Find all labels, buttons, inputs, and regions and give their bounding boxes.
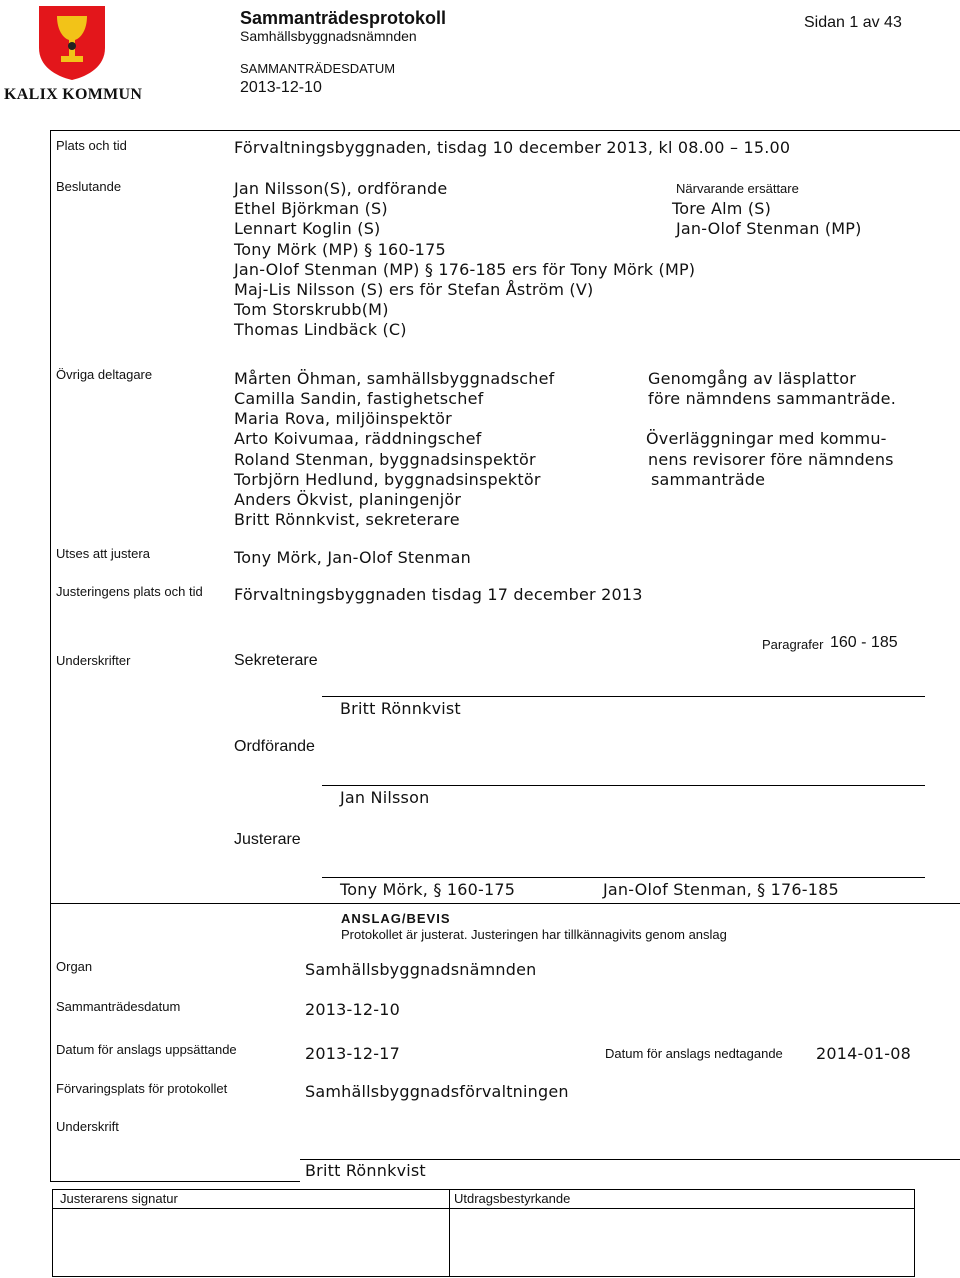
underskrift-label: Underskrift [56, 1119, 119, 1134]
plats-value: Förvaltningsbyggnaden, tisdag 10 december 2013, kl 08.00 – 15.00 [234, 138, 791, 157]
footer-header-line [52, 1208, 914, 1209]
sekreterare-name: Britt Rönnkvist [340, 699, 461, 718]
participant-note: Genomgång av läsplattor [648, 369, 856, 388]
document-title: Sammanträdesprotokoll [240, 8, 447, 28]
uppsattande-value: 2013-12-17 [305, 1044, 400, 1063]
logo [4, 4, 143, 104]
datum-value: 2013-12-10 [305, 1000, 400, 1019]
substitutes-label: Närvarande ersättare [676, 181, 799, 196]
justering-plats-label: Justeringens plats och tid [56, 584, 203, 599]
top-border [50, 130, 960, 131]
participant: Mårten Öhman, samhällsbyggnadschef [234, 369, 555, 388]
date-label: SAMMANTRÄDESDATUM [240, 61, 396, 76]
underskrift-name: Britt Rönnkvist [305, 1161, 426, 1180]
justera-label: Utses att justera [56, 546, 150, 561]
signature-line [322, 877, 925, 878]
beslutande-member: Lennart Koglin (S) [234, 219, 381, 238]
beslutande-member: Thomas Lindbäck (C) [234, 320, 407, 339]
justering-plats-value: Förvaltningsbyggnaden tisdag 17 december 2013 [234, 585, 643, 604]
beslutande-member: Jan Nilsson(S), ordförande [234, 179, 448, 198]
committee-name: Samhällsbyggnadsnämnden [240, 28, 417, 44]
participant: Britt Rönnkvist, sekreterare [234, 510, 460, 529]
beslutande-member: Ethel Björkman (S) [234, 199, 388, 218]
organ-value: Samhällsbyggnadsnämnden [305, 960, 537, 979]
ordforande-name: Jan Nilsson [340, 788, 430, 807]
substitute: Jan-Olof Stenman (MP) [676, 219, 862, 238]
ordforande-label: Ordförande [234, 738, 315, 755]
participant-note: Överläggningar med kommu- [646, 429, 887, 448]
beslutande-member: Jan-Olof Stenman (MP) § 176-185 ers för Tony Mörk (MP) [234, 260, 696, 279]
beslutande-member: Tom Storskrubb(M) [234, 300, 389, 319]
organ-label: Organ [56, 959, 93, 974]
justerarens-signatur-label: Justerarens signatur [60, 1191, 178, 1206]
participant: Torbjörn Hedlund, byggnadsinspektör [234, 470, 541, 489]
underskrifter-label: Underskrifter [56, 653, 131, 668]
signature-line [322, 785, 925, 786]
logo-text: KALIX KOMMUN [4, 86, 143, 103]
nedtagande-value: 2014-01-08 [816, 1044, 911, 1063]
beslutande-member: Maj-Lis Nilsson (S) ers för Stefan Åström (V) [234, 280, 594, 299]
anslag-title: ANSLAG/BEVIS [341, 911, 451, 926]
anslag-text: Protokollet är justerat. Justeringen har tillkännagivits genom anslag [341, 927, 727, 942]
signature-line [300, 1159, 960, 1160]
ovriga-label: Övriga deltagare [56, 367, 153, 382]
sekreterare-label: Sekreterare [234, 652, 318, 669]
participant: Arto Koivumaa, räddningschef [234, 429, 482, 448]
datum-label: Sammanträdesdatum [56, 999, 181, 1014]
forvaring-label: Förvaringsplats för protokollet [56, 1081, 228, 1096]
utdragsbestyrkande-label: Utdragsbestyrkande [454, 1191, 571, 1206]
justera-value: Tony Mörk, Jan-Olof Stenman [234, 548, 471, 567]
participant: Roland Stenman, byggnadsinspektör [234, 450, 536, 469]
substitute: Tore Alm (S) [672, 199, 772, 218]
anslag-divider [50, 903, 960, 904]
beslutande-member: Tony Mörk (MP) § 160-175 [234, 240, 446, 259]
meeting-date: 2013-12-10 [240, 79, 322, 96]
participant-note: sammanträde [651, 470, 766, 489]
participant-note: före nämndens sammanträde. [648, 389, 897, 408]
footer-divider [449, 1189, 450, 1276]
paragrafer-label: Paragrafer [762, 637, 824, 652]
participant-note: nens revisorer före nämndens [648, 450, 894, 469]
left-border [50, 130, 51, 1182]
nedtagande-label: Datum för anslags nedtagande [605, 1046, 783, 1061]
paragrafer-value: 160 - 185 [830, 634, 898, 651]
signature-line [322, 696, 925, 697]
page-info: Sidan 1 av 43 [804, 14, 902, 31]
justerare-1: Tony Mörk, § 160-175 [340, 880, 516, 899]
justerare-2: Jan-Olof Stenman, § 176-185 [603, 880, 839, 899]
uppsattande-label: Datum för anslags uppsättande [56, 1042, 237, 1057]
beslutande-label: Beslutande [56, 179, 122, 194]
plats-label: Plats och tid [56, 138, 127, 153]
bottom-border [50, 1181, 300, 1182]
justerare-label: Justerare [234, 831, 301, 848]
participant: Maria Rova, miljöinspektör [234, 409, 452, 428]
coat-of-arms-icon [37, 4, 107, 80]
forvaring-value: Samhällsbyggnadsförvaltningen [305, 1082, 569, 1101]
participant: Camilla Sandin, fastighetschef [234, 389, 484, 408]
participant: Anders Ökvist, planingenjör [234, 490, 462, 509]
